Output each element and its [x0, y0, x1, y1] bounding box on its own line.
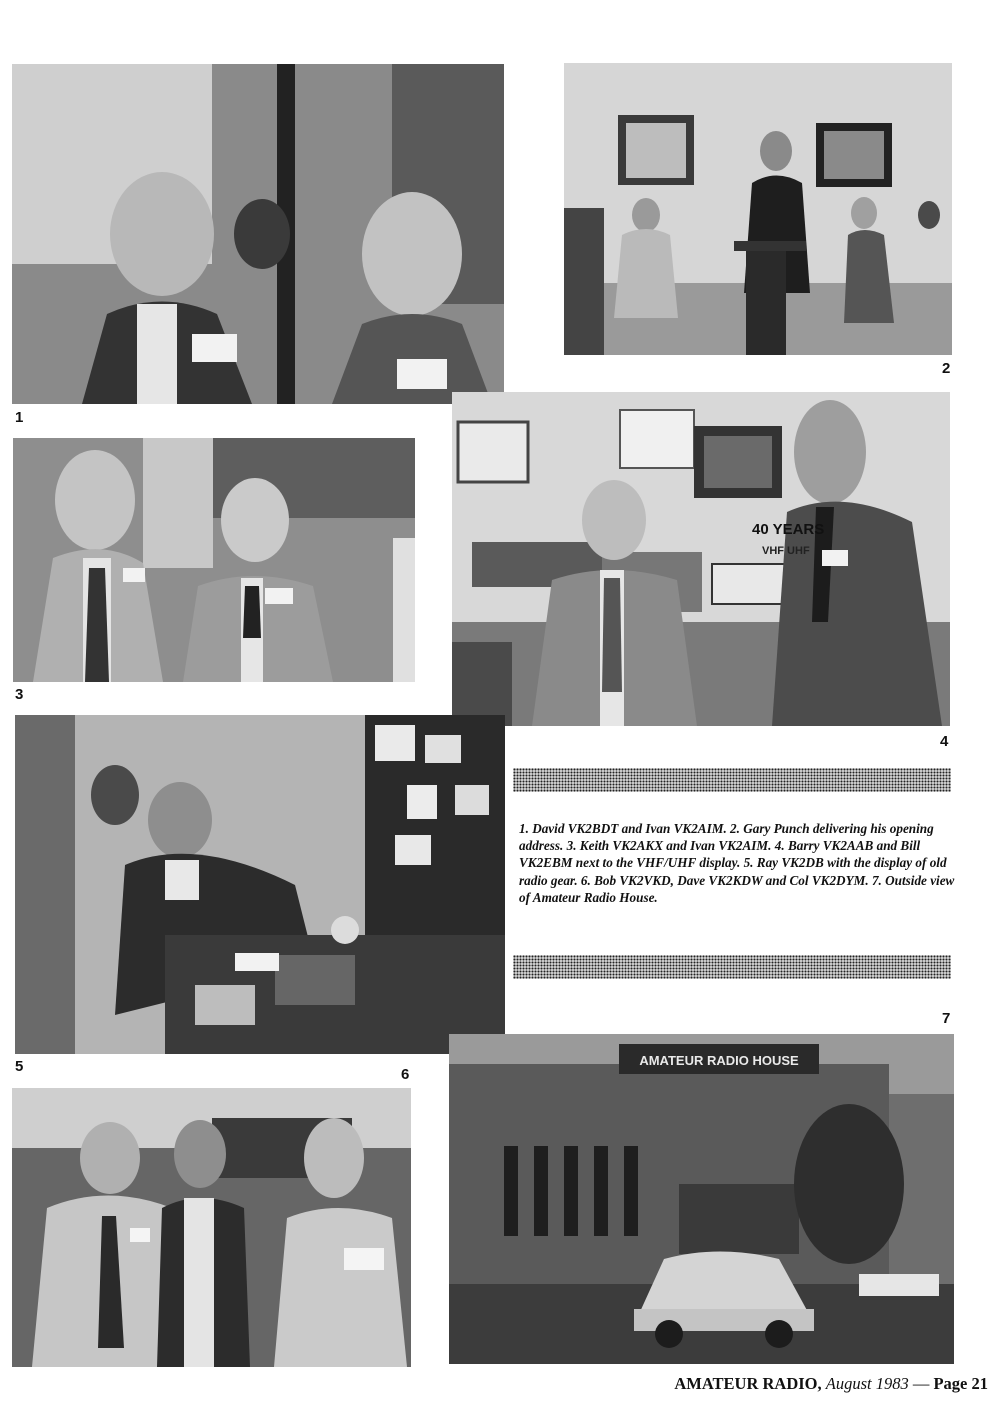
- display-sign-vhf-uhf: VHF UHF: [762, 545, 810, 557]
- photo-3-image: [13, 438, 415, 682]
- photo-4: [452, 392, 950, 726]
- photo-number-5: 5: [15, 1058, 24, 1075]
- photo-caption: 1. David VK2BDT and Ivan VK2AIM. 2. Gary Punch delivering his opening address. 3. Keith VK2AKX and Ivan VK2AIM. 4. Barry VK2AAB and Bill VK2EBM next to the VHF/UHF display. 5. Ray VK2DB with the display of old radio gear. 6. Bob VK2VKD, Dave VK2KDW and Col VK2DYM. 7. Outside view of Amateur Radio House.: [519, 821, 955, 905]
- photo-number-6: 6: [401, 1066, 410, 1083]
- photo-2: [564, 63, 952, 355]
- halftone-bar-bottom: [513, 955, 951, 979]
- photo-6: [12, 1088, 411, 1367]
- photo-1: [12, 64, 504, 404]
- photo-5: [15, 715, 505, 1054]
- photo-number-1: 1: [15, 409, 24, 426]
- photo-4-image: [452, 392, 950, 726]
- photo-1-image: [12, 64, 504, 404]
- footer-issue: August 1983: [825, 1374, 909, 1393]
- photo-number-2: 2: [942, 360, 951, 377]
- photo-number-3: 3: [15, 686, 24, 703]
- page-footer: [674, 1374, 988, 1394]
- photo-6-image: [12, 1088, 411, 1367]
- photo-2-image: [564, 63, 952, 355]
- photo-number-4: 4: [940, 733, 949, 750]
- photo-3: [13, 438, 415, 682]
- photo-7: [449, 1034, 954, 1364]
- footer-page-number: Page 21: [933, 1374, 988, 1393]
- photo-7-image: [449, 1034, 954, 1364]
- display-sign-40-years: 40 YEARS: [752, 521, 825, 538]
- footer-magazine: AMATEUR RADIO,: [674, 1374, 822, 1393]
- photo-number-7: 7: [942, 1010, 951, 1027]
- footer-separator: —: [912, 1374, 930, 1393]
- building-sign-text: AMATEUR RADIO HOUSE: [639, 1053, 799, 1068]
- photo-5-image: [15, 715, 505, 1054]
- halftone-bar-top: [513, 768, 951, 792]
